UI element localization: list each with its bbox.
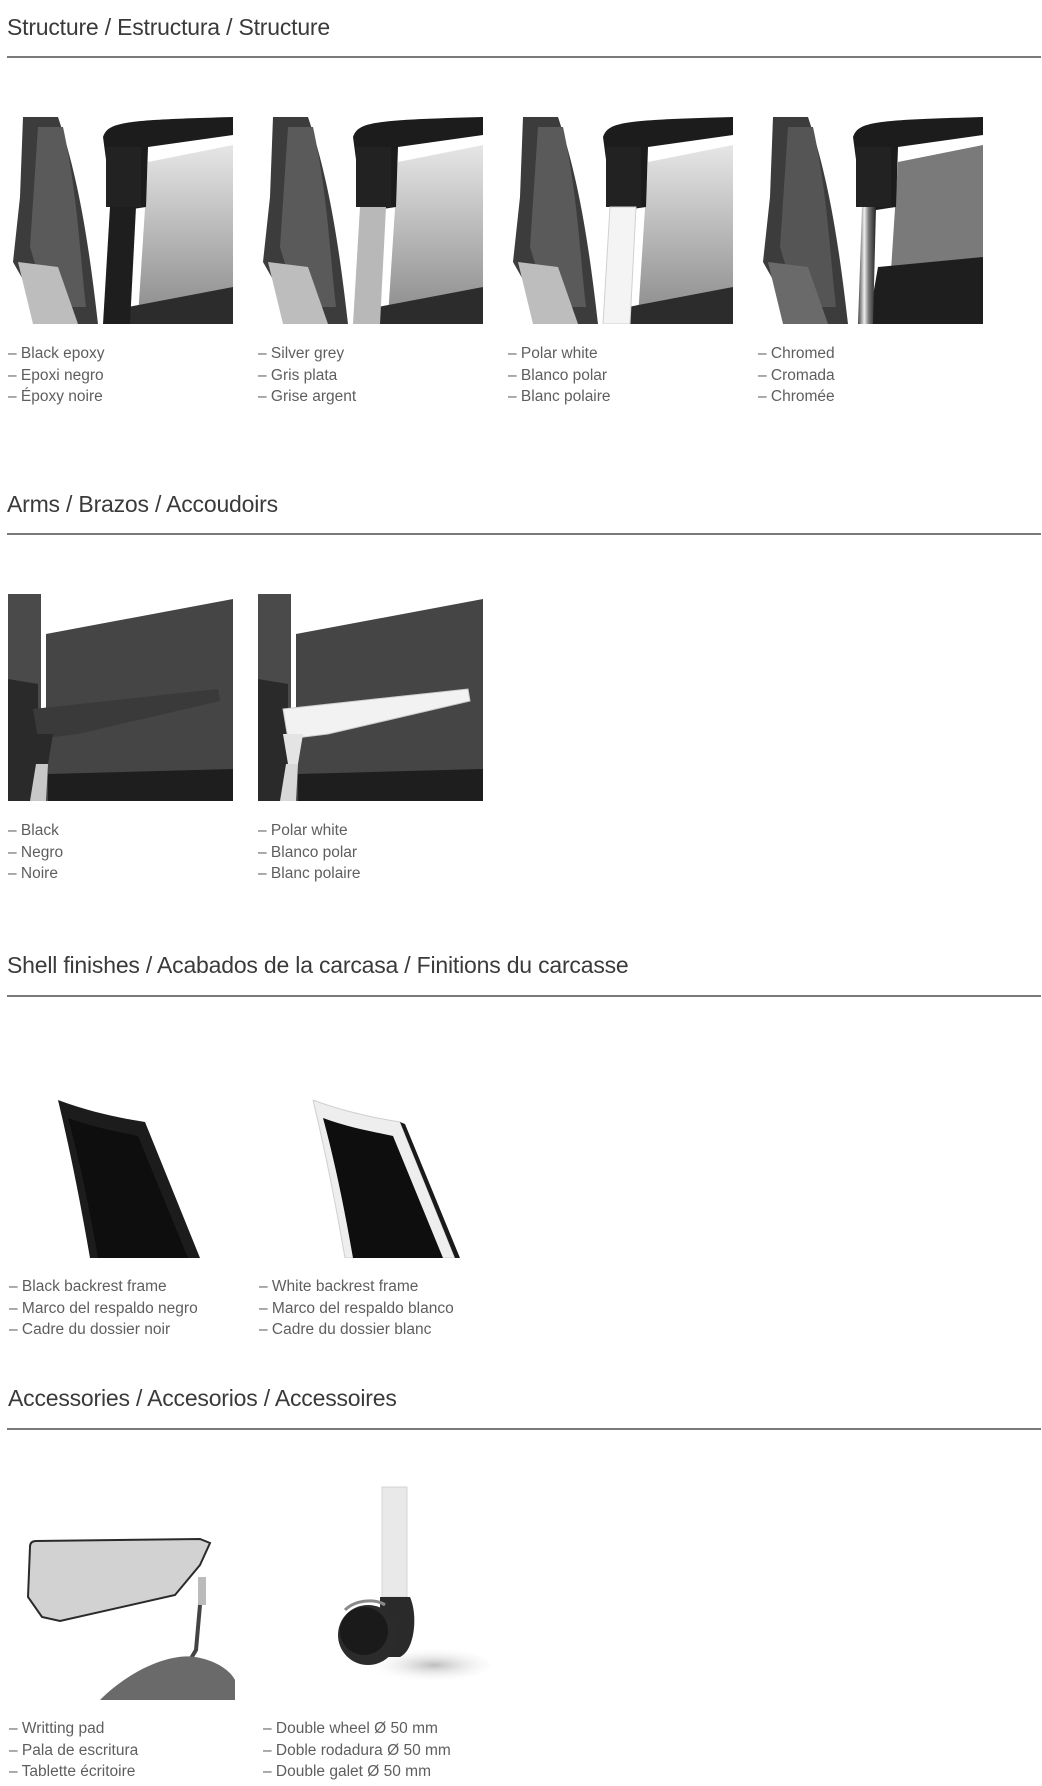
caption-writing-pad — [9, 1718, 138, 1783]
section-divider — [7, 1428, 1041, 1430]
caption-arm-black — [8, 820, 63, 885]
section-title-shell-finishes: Shell finishes / Acabados de la carcasa / Finitions du carcasse — [7, 952, 629, 978]
caption-white-backrest-frame — [259, 1276, 454, 1341]
section-divider — [7, 56, 1041, 58]
caption-line-es: – Marco del respaldo blanco — [259, 1299, 454, 1317]
caption-line-fr: – Grise argent — [258, 388, 357, 405]
caption-line-en: – Silver grey — [258, 345, 345, 362]
accessory-image-double-wheel — [320, 1485, 490, 1690]
shell-image-white-frame — [305, 1100, 460, 1258]
caption-line-fr: – Tablette écritoire — [9, 1763, 136, 1780]
caption-chromed — [758, 343, 835, 408]
caption-line-en: – Chromed — [758, 345, 835, 362]
section-title-arms: Arms / Brazos / Accoudoirs — [7, 491, 278, 517]
section-title-structure: Structure / Estructura / Structure — [7, 14, 330, 40]
section-divider — [7, 995, 1041, 997]
caption-line-en: – Double wheel Ø 50 mm — [263, 1720, 438, 1737]
caption-line-fr: – Blanc polaire — [508, 388, 611, 405]
caption-line-en: – Black backrest frame — [9, 1278, 167, 1295]
section-title-accessories: Accessories / Accesorios / Accessoires — [8, 1385, 397, 1411]
caption-line-es: – Cromada — [758, 366, 835, 384]
structure-image-silver-grey — [258, 117, 483, 324]
caption-line-es: – Marco del respaldo negro — [9, 1299, 198, 1317]
caption-line-fr: – Cadre du dossier blanc — [259, 1321, 432, 1338]
caption-line-fr: – Double galet Ø 50 mm — [263, 1763, 432, 1780]
caption-line-fr: – Blanc polaire — [258, 865, 361, 882]
caption-line-fr: – Chromée — [758, 388, 835, 405]
caption-line-en: – Polar white — [258, 822, 348, 839]
caption-black-epoxy — [8, 343, 105, 408]
caption-arm-polar-white — [258, 820, 361, 885]
caption-line-en: – Black — [8, 822, 59, 839]
caption-line-en: – Writting pad — [9, 1720, 105, 1737]
caption-line-es: – Epoxi negro — [8, 366, 104, 384]
caption-line-en: – White backrest frame — [259, 1278, 419, 1295]
caption-line-fr: – Époxy noire — [8, 388, 103, 405]
caption-line-fr: – Cadre du dossier noir — [9, 1321, 171, 1338]
caption-double-wheel — [263, 1718, 451, 1783]
caption-line-es: – Doble rodadura Ø 50 mm — [263, 1741, 451, 1759]
caption-line-es: – Negro — [8, 843, 64, 861]
caption-line-en: – Polar white — [508, 345, 598, 362]
caption-silver-grey — [258, 343, 356, 408]
caption-line-en: – Black epoxy — [8, 345, 105, 362]
structure-image-chromed — [758, 117, 983, 324]
caption-line-es: – Blanco polar — [508, 366, 608, 384]
caption-black-backrest-frame — [9, 1276, 198, 1341]
arms-image-polar-white — [258, 594, 483, 801]
caption-line-es: – Gris plata — [258, 366, 338, 384]
accessory-image-writing-pad — [20, 1535, 235, 1700]
structure-image-polar-white — [508, 117, 733, 324]
caption-line-es: – Blanco polar — [258, 843, 358, 861]
arms-image-black — [8, 594, 233, 801]
caption-line-es: – Pala de escritura — [9, 1741, 139, 1759]
shell-image-black-frame — [50, 1100, 205, 1258]
caption-line-fr: – Noire — [8, 865, 58, 882]
structure-image-black-epoxy — [8, 117, 233, 324]
section-divider — [7, 533, 1041, 535]
caption-polar-white — [508, 343, 611, 408]
